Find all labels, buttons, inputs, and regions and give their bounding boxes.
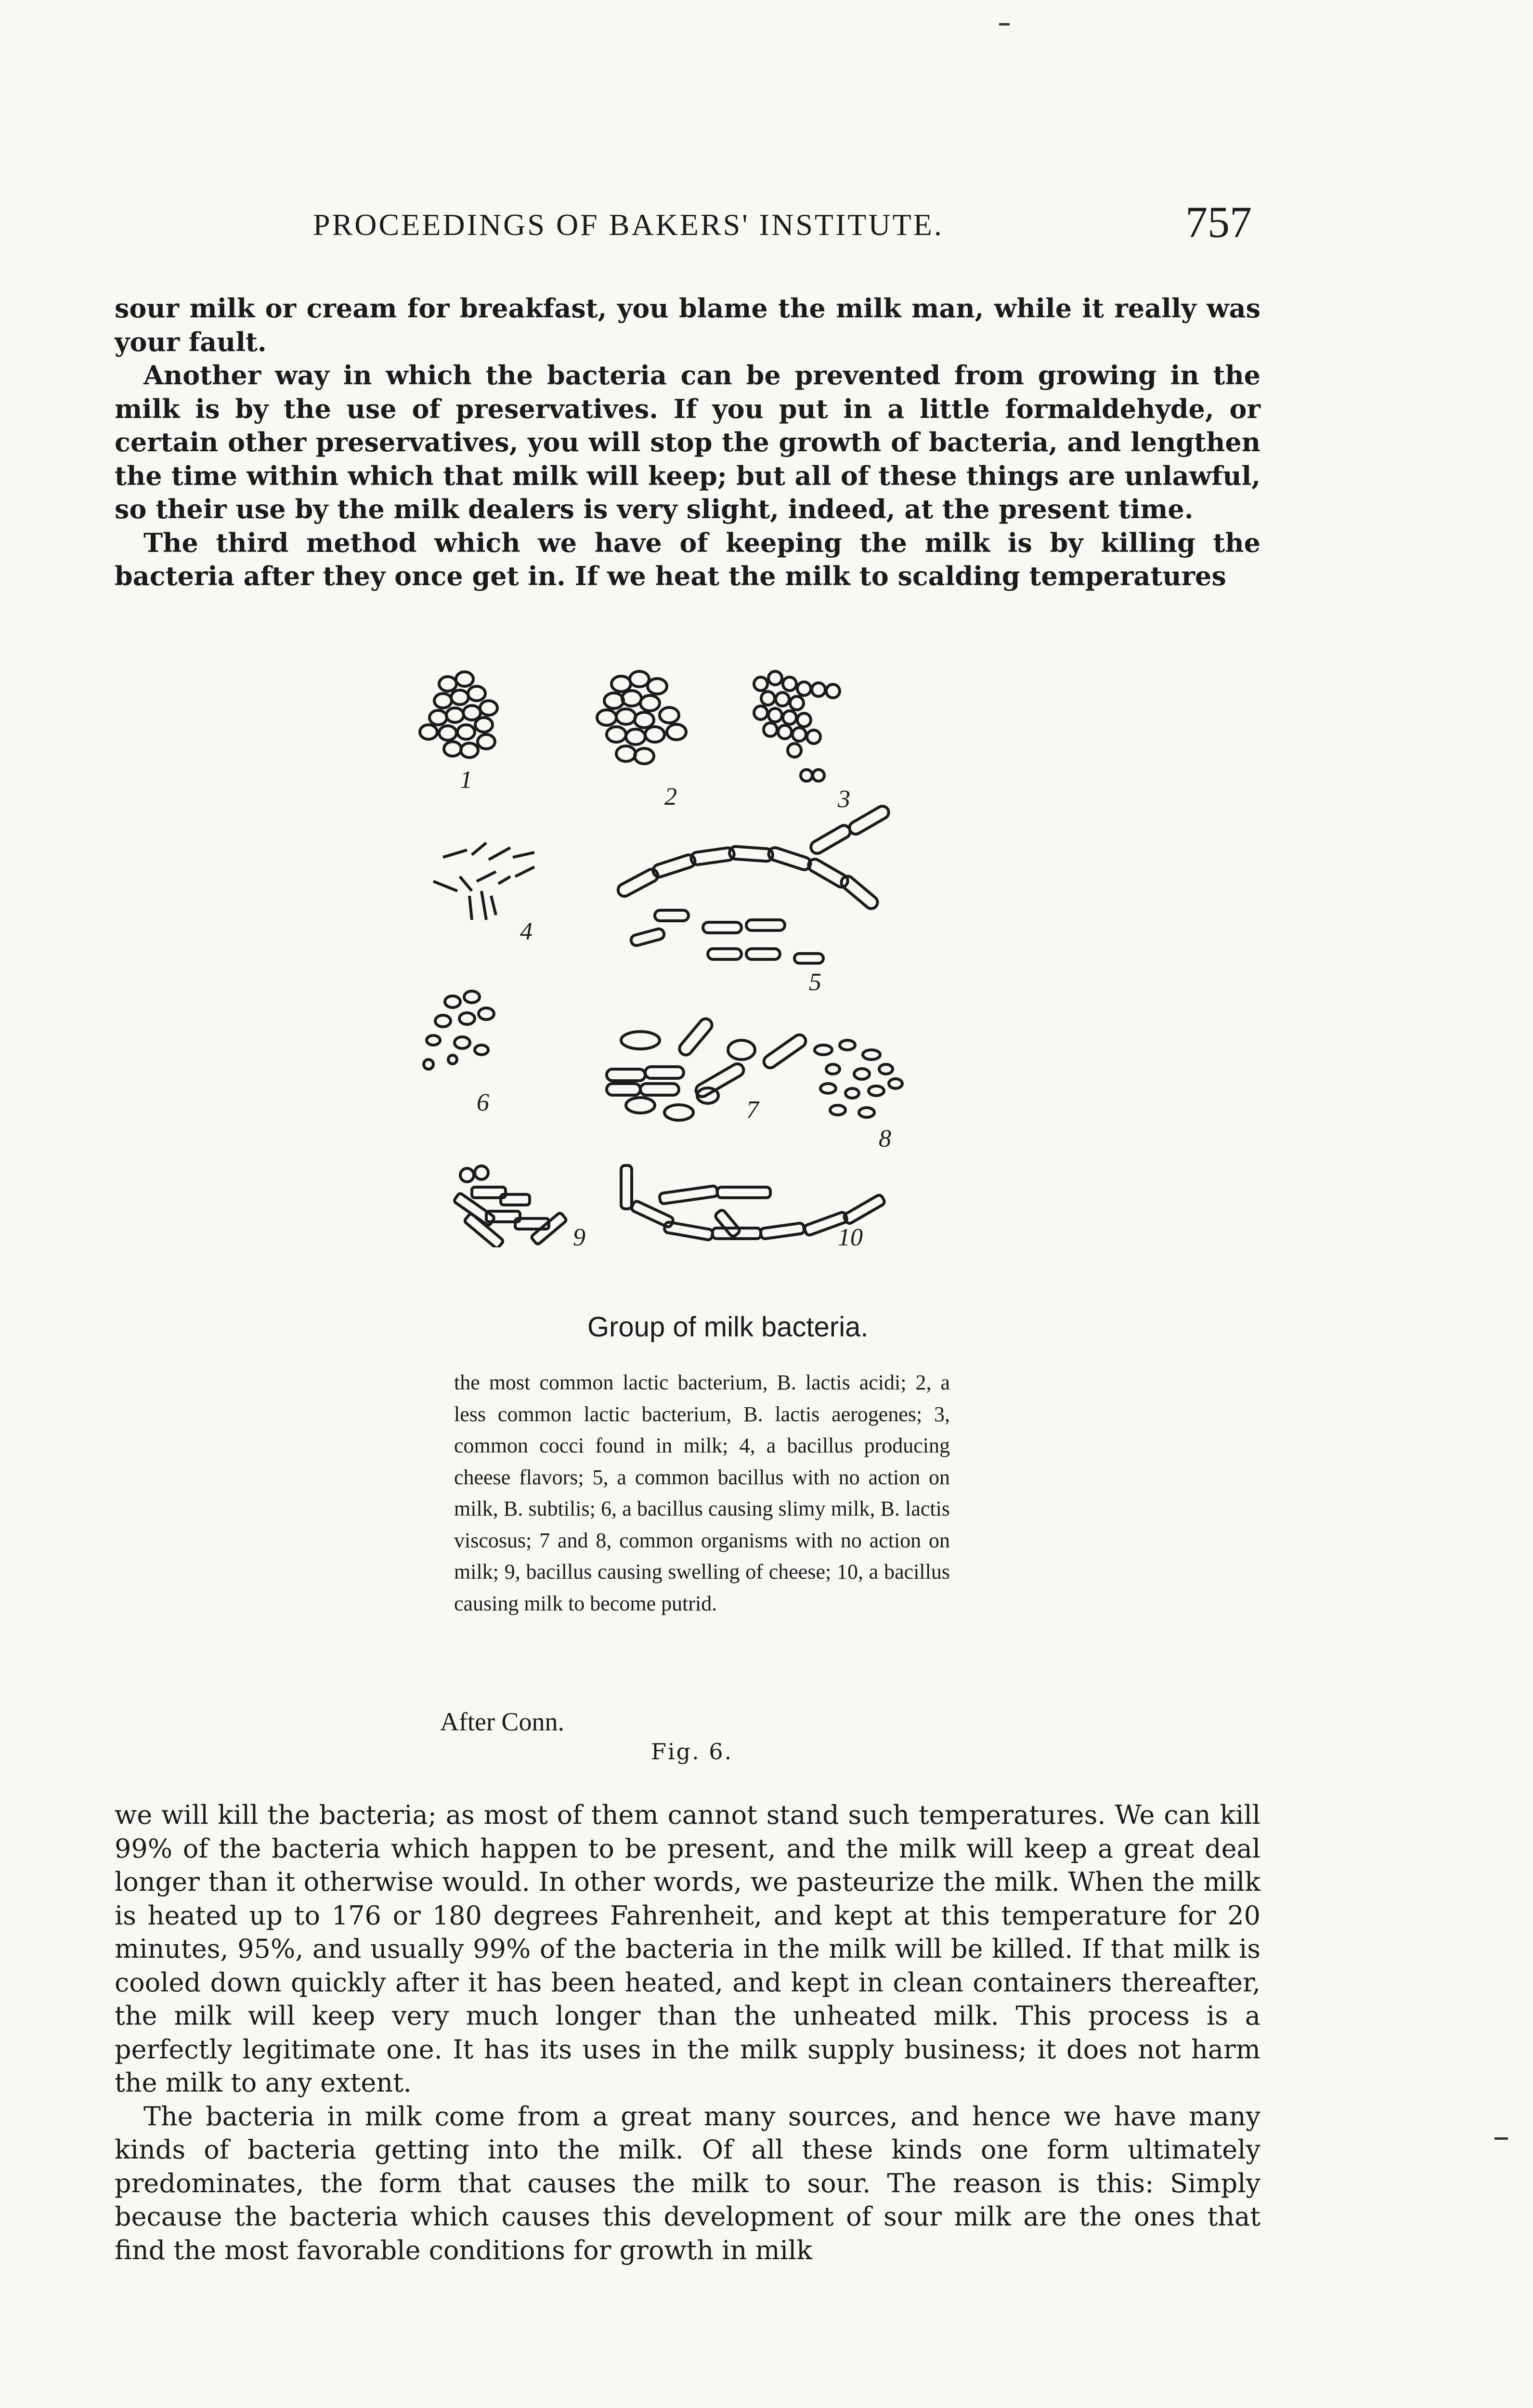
specimen-number: 8 — [879, 1125, 891, 1152]
specimen-number: 6 — [477, 1089, 489, 1116]
paragraph: sour milk or cream for breakfast, you blame the milk man, while it really was your fault. — [115, 293, 1260, 357]
specimen-6-capsulated — [424, 991, 494, 1069]
specimen-number: 5 — [809, 968, 821, 996]
paragraph: we will kill the bacteria; as most of them cannot stand such temperatures. We can kill 99% of the bacteria which happen to be present, and the milk will keep a great deal longer than it otherwise would. In other words, we pasteurize the milk. When the milk is heated up to 176 or 180 degrees Fahrenheit, and kept at this temperature for 20 minutes, 95%, and usually 99% of the bacteria in the milk will be killed. If that milk is cooled down quickly after it has been heated, and kept in clean containers thereafter, the milk will keep very much longer than the unheated milk. This process is a perfectly legitimate one. It has its uses in the milk supply business; it does not harm the milk to any extent. — [115, 1800, 1260, 2098]
figure-title: Group of milk bacteria. — [587, 1311, 869, 1343]
paragraph: Another way in which the bacteria can be prevented from growing in the milk is by the use of preservatives. If you put in a little formaldehyde, or certain other preservatives, you will stop the growth of bacteria, and lengthen the time within which that milk will keep; but all of these things are unlawful, so their use by the milk dealers is very slight, indeed, at the present time. — [115, 360, 1260, 524]
specimen-number: 3 — [838, 785, 850, 813]
figure-attribution: After Conn. — [440, 1707, 564, 1736]
specimen-9-rods — [454, 1166, 567, 1247]
paragraph: The bacteria in milk come from a great many sources, and hence we have many kinds of bacteria getting into the milk. Of all these kinds one form ultimately predominates, the form that causes the milk to sour. The reason is this: Simply because the bacteria which causes this development of sour milk are the ones that find the most favorable conditions for growth in milk — [115, 2101, 1260, 2265]
scan-mark — [1494, 2137, 1508, 2140]
page-header — [0, 188, 1533, 255]
specimen-number: 2 — [664, 783, 677, 811]
specimen-number: 9 — [573, 1224, 585, 1251]
specimen-number: 4 — [520, 918, 533, 945]
specimen-4-rods — [433, 843, 534, 920]
body-text-top — [115, 292, 1260, 593]
bacteria-drawing — [414, 665, 963, 1247]
figure-caption: the most common lactic bacterium, B. lactis acidi; 2, a less common lactic bacterium, B. lactis aerogenes; 3, common cocci found in milk; 4, a bacillus producing cheese flavors; 5, a common bacillus with no action on milk, B. subtilis; 6, a bacillus causing slimy milk, B. lactis viscosus; 7 and 8, common organisms with no action on milk; 9, bacillus causing swelling of cheese; 10, a bacillus causing milk to become putrid. — [454, 1371, 950, 1615]
scan-mark — [999, 23, 1010, 26]
specimen-1-cocci — [420, 672, 497, 758]
running-title: PROCEEDINGS OF BAKERS' INSTITUTE. — [313, 208, 944, 242]
page-number: 757 — [1185, 197, 1252, 247]
specimen-number: 1 — [460, 766, 472, 794]
paragraph: The third method which we have of keeping the milk is by killing the bacteria after they once get in. If we heat the milk to scalding temperatures — [115, 527, 1260, 591]
specimen-8-mixed — [815, 1040, 902, 1117]
specimen-5-bacillus-chains — [616, 804, 891, 963]
specimen-2-cocci — [597, 671, 686, 764]
specimen-number: 10 — [838, 1224, 863, 1251]
body-text-bottom — [115, 1798, 1260, 2267]
specimen-7-rods — [607, 1016, 808, 1120]
figure-label: Fig. 6. — [651, 1739, 733, 1765]
specimen-number: 7 — [746, 1096, 759, 1124]
bacteria-illustration — [414, 665, 963, 1251]
specimen-3-cocci — [754, 671, 840, 781]
